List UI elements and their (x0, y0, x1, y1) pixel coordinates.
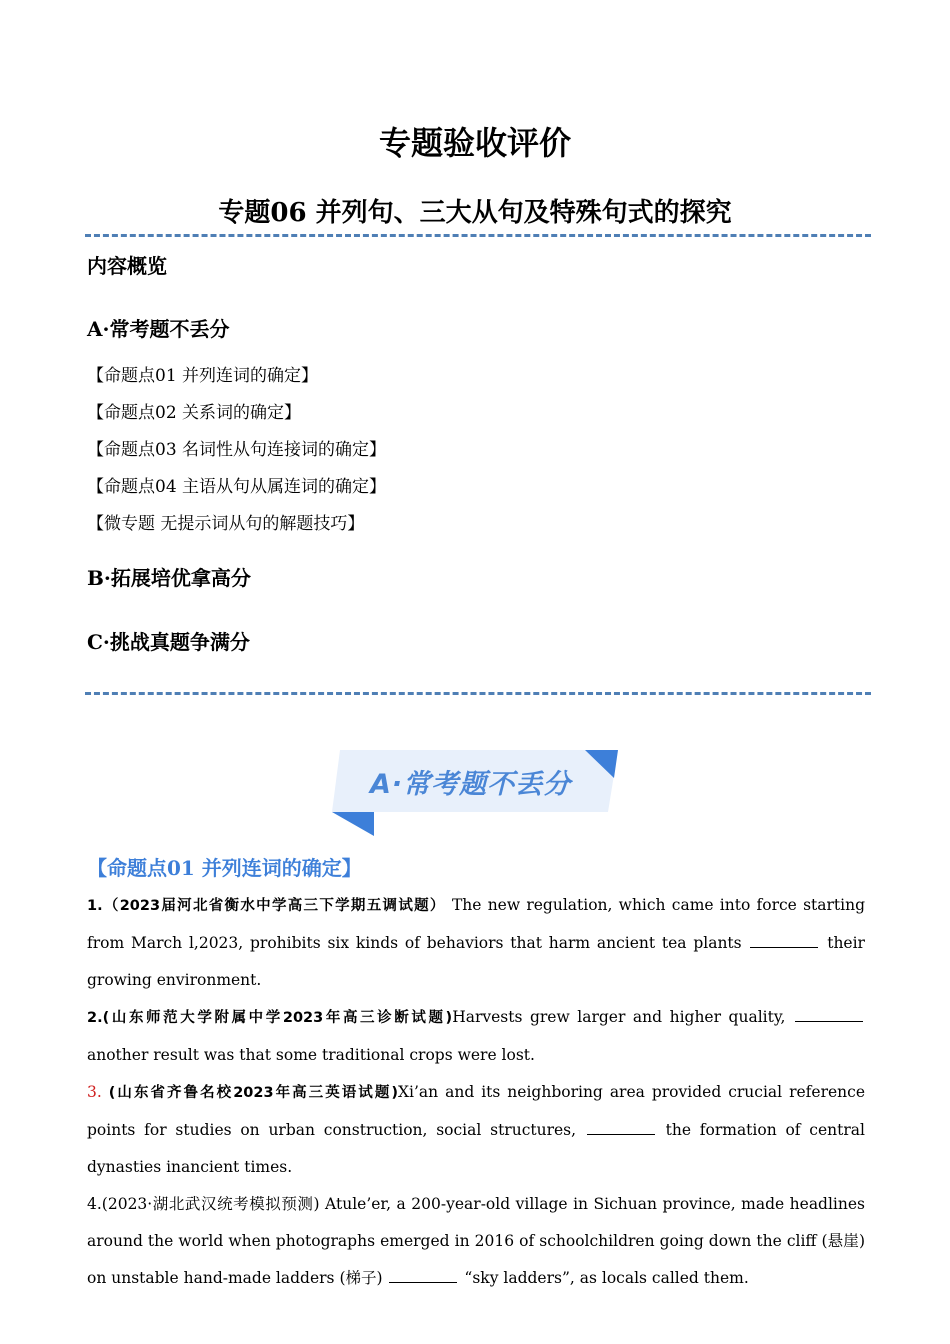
dashed-divider-top (85, 234, 871, 237)
section-c-heading: C·挑战真题争满分 (87, 630, 250, 654)
section-a-heading: A·常考题不丢分 (87, 317, 230, 341)
toc-item: 【命题点02 关系词的确定】 (87, 403, 302, 423)
page-subtitle: 专题06 并列句、三大从句及特殊句式的探究 (218, 198, 732, 228)
section-b-heading: B·拓展培优拿高分 (87, 566, 251, 590)
section-banner-text: A·常考题不丢分 (370, 769, 572, 800)
question-item: 1.（2023届河北省衡水中学高三下学期五调试题） The new regulation, which came into force starting from March l,2023, prohibits six kinds of behaviors that harm ancient tea plants their growing environment. (87, 896, 865, 989)
answer-blank[interactable] (389, 1268, 457, 1283)
question-item: 4.(2023·湖北武汉统考模拟预测) Atule’er, a 200-year-old village in Sichuan province, made headlines around the world when photographs emerged in 2016 of schoolchildren going down the cliff (悬崖) on unstable hand-made ladders (梯子) “sky ladders”, as locals called them. (87, 1195, 865, 1287)
dashed-divider-bottom (85, 692, 871, 695)
answer-blank[interactable] (587, 1120, 655, 1135)
toc-list (87, 358, 386, 543)
question-item: 2.(山东师范大学附属中学2023年高三诊断试题)Harvests grew larger and higher quality, another result was that some traditional crops were lost. (87, 999, 865, 1074)
answer-blank[interactable] (750, 933, 818, 948)
toc-item: 【微专题 无提示词从句的解题技巧】 (87, 514, 365, 534)
answer-blank[interactable] (795, 1007, 863, 1022)
toc-item: 【命题点03 名词性从句连接词的确定】 (87, 440, 387, 460)
toc-item: 【命题点01 并列连词的确定】 (87, 366, 319, 386)
question-item: 3. (山东省齐鲁名校2023年高三英语试题)Xi’an and its neighboring area provided crucial reference points for studies on urban construction, social structures, the formation of central dynasties inancient times. (87, 1083, 865, 1176)
topic-heading: 【命题点01 并列连词的确定】 (87, 856, 362, 880)
toc-item: 【命题点04 主语从句从属连词的确定】 (87, 477, 387, 497)
overview-heading: 内容概览 (87, 254, 167, 278)
question-list (87, 887, 865, 1297)
page-title: 专题验收评价 (378, 124, 571, 162)
